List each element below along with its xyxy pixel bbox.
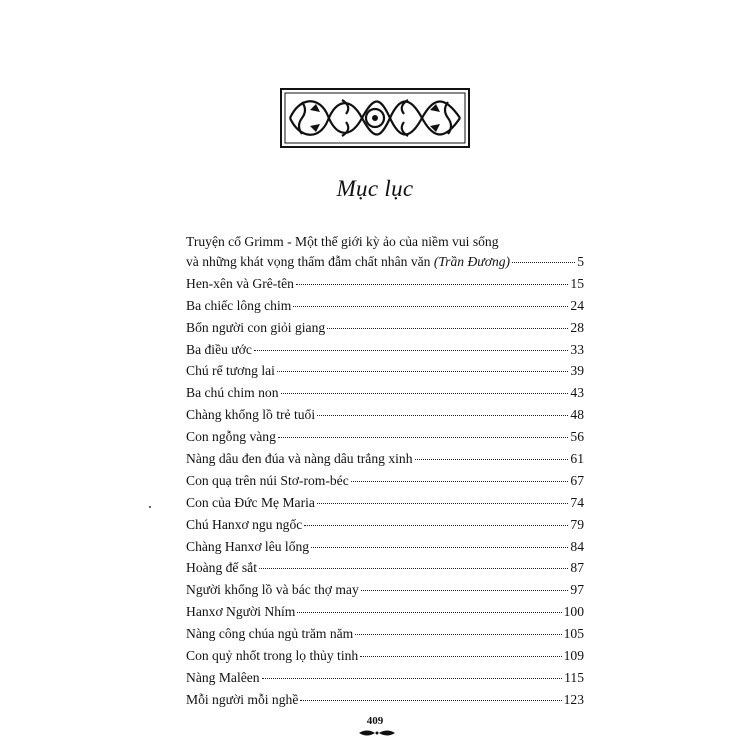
toc-page-number: 56 bbox=[570, 429, 584, 445]
toc-page-number: 105 bbox=[563, 626, 584, 642]
toc-entry[interactable] bbox=[186, 692, 584, 714]
toc-entry[interactable] bbox=[186, 495, 584, 517]
toc-entry-title: Hoàng đế sắt bbox=[186, 560, 257, 576]
toc-entry-title: Nàng Malêen bbox=[186, 669, 260, 685]
toc-intro-author: (Trần Đương) bbox=[433, 254, 511, 269]
toc-page-number: 109 bbox=[563, 648, 584, 664]
toc-entry-title: Hen-xên và Grê-tên bbox=[186, 275, 294, 291]
toc-entry-title: Nàng công chúa ngủ trăm năm bbox=[186, 626, 354, 642]
toc-page-number: 15 bbox=[570, 275, 584, 291]
dot-leader bbox=[297, 612, 561, 613]
dot-leader bbox=[296, 284, 568, 285]
toc-page-number: 24 bbox=[570, 297, 584, 313]
toc-entry[interactable] bbox=[186, 560, 584, 582]
dot-leader bbox=[415, 459, 569, 460]
toc-entry-title: Con quỷ nhốt trong lọ thủy tinh bbox=[186, 648, 359, 664]
toc-entry[interactable] bbox=[186, 582, 584, 604]
toc-entry[interactable] bbox=[186, 276, 584, 298]
toc-entry[interactable] bbox=[186, 407, 584, 429]
toc-page-number: 48 bbox=[570, 407, 584, 423]
toc-page-number: 79 bbox=[570, 516, 584, 532]
toc-page-number: 33 bbox=[570, 341, 584, 357]
dot-leader bbox=[355, 634, 561, 635]
toc-entry[interactable] bbox=[186, 385, 584, 407]
toc-entry-title: Ba chiếc lông chim bbox=[186, 297, 292, 313]
footer-ornament-icon bbox=[357, 728, 397, 738]
toc-intro-title-line2: và những khát vọng thấm đẫm chất nhân văn bbox=[186, 254, 434, 269]
toc-page-number: 43 bbox=[570, 385, 584, 401]
dot-leader bbox=[254, 350, 569, 351]
toc-entry-title: Ba điều ước bbox=[186, 341, 252, 357]
toc-page-number: 61 bbox=[570, 451, 584, 467]
toc-page-number: 115 bbox=[564, 669, 584, 685]
toc-entry[interactable] bbox=[186, 473, 584, 495]
toc-entry[interactable] bbox=[186, 539, 584, 561]
dot-leader bbox=[317, 503, 568, 504]
dot-leader bbox=[259, 568, 568, 569]
dot-leader bbox=[317, 415, 568, 416]
decorative-ornament-icon bbox=[280, 88, 470, 148]
dot-leader bbox=[361, 590, 569, 591]
toc-entry[interactable] bbox=[186, 670, 584, 692]
page-number: 409 bbox=[366, 715, 384, 727]
toc-page-number: 67 bbox=[570, 472, 584, 488]
dot-leader bbox=[262, 678, 563, 679]
dot-leader bbox=[512, 262, 575, 263]
dot-leader bbox=[327, 328, 568, 329]
toc-entry-title: Người khổng lồ và bác thợ may bbox=[186, 582, 359, 598]
dot-leader bbox=[293, 306, 568, 307]
toc-intro-line1 bbox=[186, 234, 584, 254]
dot-leader bbox=[311, 547, 568, 548]
toc-entry-title: Chàng Hanxơ lêu lổng bbox=[186, 538, 310, 554]
dot-leader bbox=[300, 700, 561, 701]
toc-page-number: 100 bbox=[563, 604, 584, 620]
dot-leader bbox=[281, 393, 569, 394]
toc-entry[interactable] bbox=[186, 363, 584, 385]
toc-entry-title: Chàng khổng lồ trẻ tuổi bbox=[186, 407, 316, 423]
toc-entry[interactable] bbox=[186, 648, 584, 670]
table-of-contents bbox=[186, 234, 584, 714]
toc-page-number: 87 bbox=[570, 560, 584, 576]
toc-entry[interactable] bbox=[186, 451, 584, 473]
toc-entry-title: Con của Đức Mẹ Maria bbox=[186, 494, 315, 510]
toc-page-number: 5 bbox=[577, 254, 584, 269]
toc-entry-title: Chú Hanxơ ngu ngốc bbox=[186, 516, 303, 532]
toc-entry-title: Bốn người con giỏi giang bbox=[186, 319, 326, 335]
toc-page-number: 28 bbox=[570, 319, 584, 335]
toc-page-number: 97 bbox=[570, 582, 584, 598]
toc-entry[interactable] bbox=[186, 342, 584, 364]
toc-entry[interactable] bbox=[186, 626, 584, 648]
toc-page-number: 39 bbox=[570, 363, 584, 379]
toc-intro-title-line1: Truyện cổ Grimm - Một thế giới kỳ ảo của niềm vui sống bbox=[186, 234, 499, 249]
stray-mark bbox=[149, 506, 151, 508]
toc-entry[interactable] bbox=[186, 320, 584, 342]
toc-entry-title: Ba chú chim non bbox=[186, 385, 279, 401]
dot-leader bbox=[351, 481, 569, 482]
toc-entry[interactable] bbox=[186, 429, 584, 451]
toc-entry[interactable] bbox=[186, 517, 584, 539]
toc-page-number: 123 bbox=[563, 691, 584, 707]
toc-page-number: 84 bbox=[570, 538, 584, 554]
page-title: Mục lục bbox=[336, 176, 414, 201]
dot-leader bbox=[277, 371, 568, 372]
toc-page-number: 74 bbox=[570, 494, 584, 510]
toc-intro-line2[interactable] bbox=[186, 254, 584, 276]
toc-entry-title: Hanxơ Người Nhím bbox=[186, 604, 296, 620]
toc-entry-title: Nàng dâu đen đúa và nàng dâu trắng xinh bbox=[186, 451, 413, 467]
dot-leader bbox=[360, 656, 561, 657]
toc-entry-title: Con ngỗng vàng bbox=[186, 429, 276, 445]
dot-leader bbox=[278, 437, 569, 438]
toc-entry[interactable] bbox=[186, 604, 584, 626]
toc-entry[interactable] bbox=[186, 298, 584, 320]
dot-leader bbox=[304, 525, 568, 526]
toc-entry-title: Mỗi người mỗi nghề bbox=[186, 691, 299, 707]
toc-entry-title: Con quạ trên núi Stơ-rom-béc bbox=[186, 472, 349, 488]
toc-entry-title: Chú rể tương lai bbox=[186, 363, 275, 379]
